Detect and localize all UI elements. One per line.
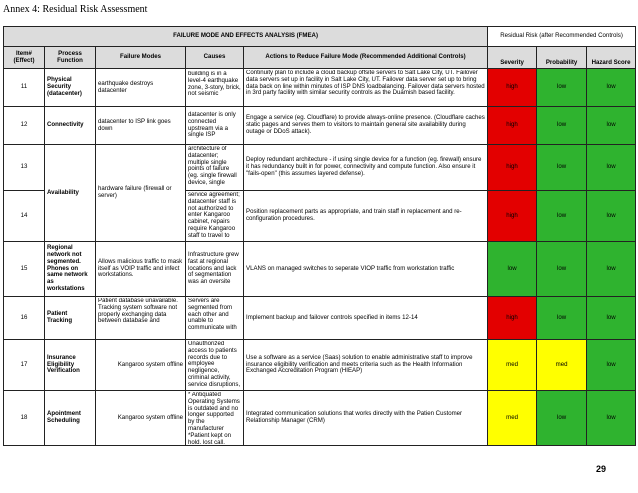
probability-rating: low xyxy=(537,242,587,297)
table-row xyxy=(4,340,636,391)
severity-rating: high xyxy=(488,297,537,340)
probability-rating: med xyxy=(537,340,587,391)
hazard-rating: low xyxy=(587,297,636,340)
residual-risk-header: Residual Risk (after Recommended Controls) xyxy=(488,27,636,47)
action: Deploy redundant architecture - if using single device for a function (eg. firewall) ensure it has redundancy built in for power, connectivity and compute function. Also ensure it "fails-open" (this assumes layered defense). xyxy=(244,145,488,191)
fmea-table xyxy=(3,26,636,446)
cause-text: Servers are segmented from each other and unable to communicate with xyxy=(188,298,237,332)
action: Implement backup and failover controls specified in items 12-14 xyxy=(244,297,488,340)
item-number: 11 xyxy=(4,69,45,107)
hazard-rating: low xyxy=(587,107,636,145)
action xyxy=(244,69,488,107)
cause-text: service agreement; datacenter staff is not authorized to enter Kangaroo cabinet, repairs require Kangaroo staff to travel to xyxy=(188,192,240,239)
col-header-failure-modes: Failure Modes xyxy=(96,47,186,69)
action: Position replacement parts as appropriate, and train staff in replacement and re-configuration procedures. xyxy=(244,191,488,242)
process-function: Availability xyxy=(45,145,96,242)
cause xyxy=(186,391,244,446)
cause xyxy=(186,297,244,340)
cause xyxy=(186,340,244,391)
item-number: 16 xyxy=(4,297,45,340)
severity-rating: med xyxy=(488,391,537,446)
process-function: Insurance Eligibility Verification xyxy=(45,340,96,391)
process-function: Connectivity xyxy=(45,107,96,145)
page-title: Annex 4: Residual Risk Assessment xyxy=(3,4,148,15)
cause-text: Unauthorized access to patients records due to employee negligence, criminal activity, service disruptions, xyxy=(188,341,241,388)
cause: datacenter is only connected upstream via a single ISP xyxy=(186,107,244,145)
hazard-rating: low xyxy=(587,191,636,242)
item-number: 12 xyxy=(4,107,45,145)
action: Engage a service (eg. Cloudflare) to provide always-online presence. (Cloudflare caches static pages and serves them to visitors to maintain general site availability during outage or DDoS attack). xyxy=(244,107,488,145)
probability-rating: low xyxy=(537,297,587,340)
item-number: 17 xyxy=(4,340,45,391)
table-row xyxy=(4,297,636,340)
severity-rating: low xyxy=(488,242,537,297)
process-function: Physical Security (datacenter) xyxy=(45,69,96,107)
action: Integrated communication solutions that works directly with the Patien Customer Relationship Manager (CRM) xyxy=(244,391,488,446)
severity-rating: high xyxy=(488,69,537,107)
cause: Infrastructure grew fast at regional locations and lack of segmentation was an oversite xyxy=(186,242,244,297)
hazard-rating: low xyxy=(587,242,636,297)
probability-rating: low xyxy=(537,107,587,145)
table-row xyxy=(4,107,636,145)
failure-mode: Kangaroo system offline xyxy=(96,340,186,391)
probability-rating: low xyxy=(537,391,587,446)
hazard-rating: low xyxy=(587,391,636,446)
table-row xyxy=(4,145,636,191)
col-header-function: Process Function xyxy=(45,47,96,69)
col-header-actions: Actions to Reduce Failure Mode (Recommended Additional Controls) xyxy=(244,47,488,69)
col-header-hazard-score: Hazard Score xyxy=(587,47,636,69)
table-row xyxy=(4,391,636,446)
action: VLANS on managed switches to seperate VIOP traffic from workstation traffic xyxy=(244,242,488,297)
cause-text: architecture of datacenter; multiple single points of failure (eg. single firewall device, single xyxy=(188,146,237,187)
failure-mode xyxy=(96,297,186,340)
cause xyxy=(186,69,244,107)
action: Use a software as a service (Saas) solution to enable administrative staff to improve insurance eligibility verification and meets criteria such as the Health Information Exchanged Accreditation Program (HIEAP) xyxy=(244,340,488,391)
severity-rating: med xyxy=(488,340,537,391)
failure-mode: earthquake destroys datacenter xyxy=(96,69,186,107)
probability-rating: low xyxy=(537,191,587,242)
failure-mode: Allows malicious traffic to mask itself as VOIP traffic and infect workstations. xyxy=(96,242,186,297)
process-function: Patient Tracking xyxy=(45,297,96,340)
severity-rating: high xyxy=(488,145,537,191)
page-number: 29 xyxy=(596,464,607,474)
hazard-rating: low xyxy=(587,145,636,191)
failure-mode: Kangaroo system offline xyxy=(96,391,186,446)
item-number: 14 xyxy=(4,191,45,242)
severity-rating: high xyxy=(488,107,537,145)
probability-rating: low xyxy=(537,145,587,191)
item-number: 15 xyxy=(4,242,45,297)
probability-rating: low xyxy=(537,69,587,107)
cause-text: * Antiquated Operating Systems is outdated and no longer supported by the manufacturer *Patient kept on hold, lost call, xyxy=(188,392,240,444)
table-row xyxy=(4,69,636,107)
cause xyxy=(186,145,244,191)
action-text: Continuity plan to include a cloud backup offsite servers to Salt Lake City, UT. Failover data servers set up in facility in Salt Lake City, UT. Failover data server set up to bring data back on line within minutes of ISP DNS loadbalancing. Failover data servers hosted in 3rd party facility with similar security controls as the Duamish based facility. xyxy=(246,70,485,97)
process-function: Regional network not segmented. Phones on same network as workstations xyxy=(45,242,96,297)
col-header-causes: Causes xyxy=(186,47,244,69)
item-number: 18 xyxy=(4,391,45,446)
table-row xyxy=(4,242,636,297)
severity-rating: high xyxy=(488,191,537,242)
col-header-probability: Probability xyxy=(537,47,587,69)
fmea-header: FAILURE MODE AND EFFECTS ANALYSIS (FMEA) xyxy=(4,27,488,47)
col-header-item: Item# (Effect) xyxy=(4,47,45,69)
failure-mode: datacenter to ISP link goes down xyxy=(96,107,186,145)
hazard-rating: low xyxy=(587,69,636,107)
hazard-rating: low xyxy=(587,340,636,391)
col-header-severity: Severity xyxy=(488,47,537,69)
cause-text: building is in a level-4 earthquake zone, 3-story, brick, not seismic xyxy=(188,71,241,98)
failure-mode: hardware failure (firewall or server) xyxy=(96,145,186,242)
cause xyxy=(186,191,244,242)
item-number: 13 xyxy=(4,145,45,191)
process-function: Apointment Scheduling xyxy=(45,391,96,446)
failure-mode-text: Patient database unavailable. Tracking system software not properly exchanging data between database and xyxy=(98,298,178,325)
